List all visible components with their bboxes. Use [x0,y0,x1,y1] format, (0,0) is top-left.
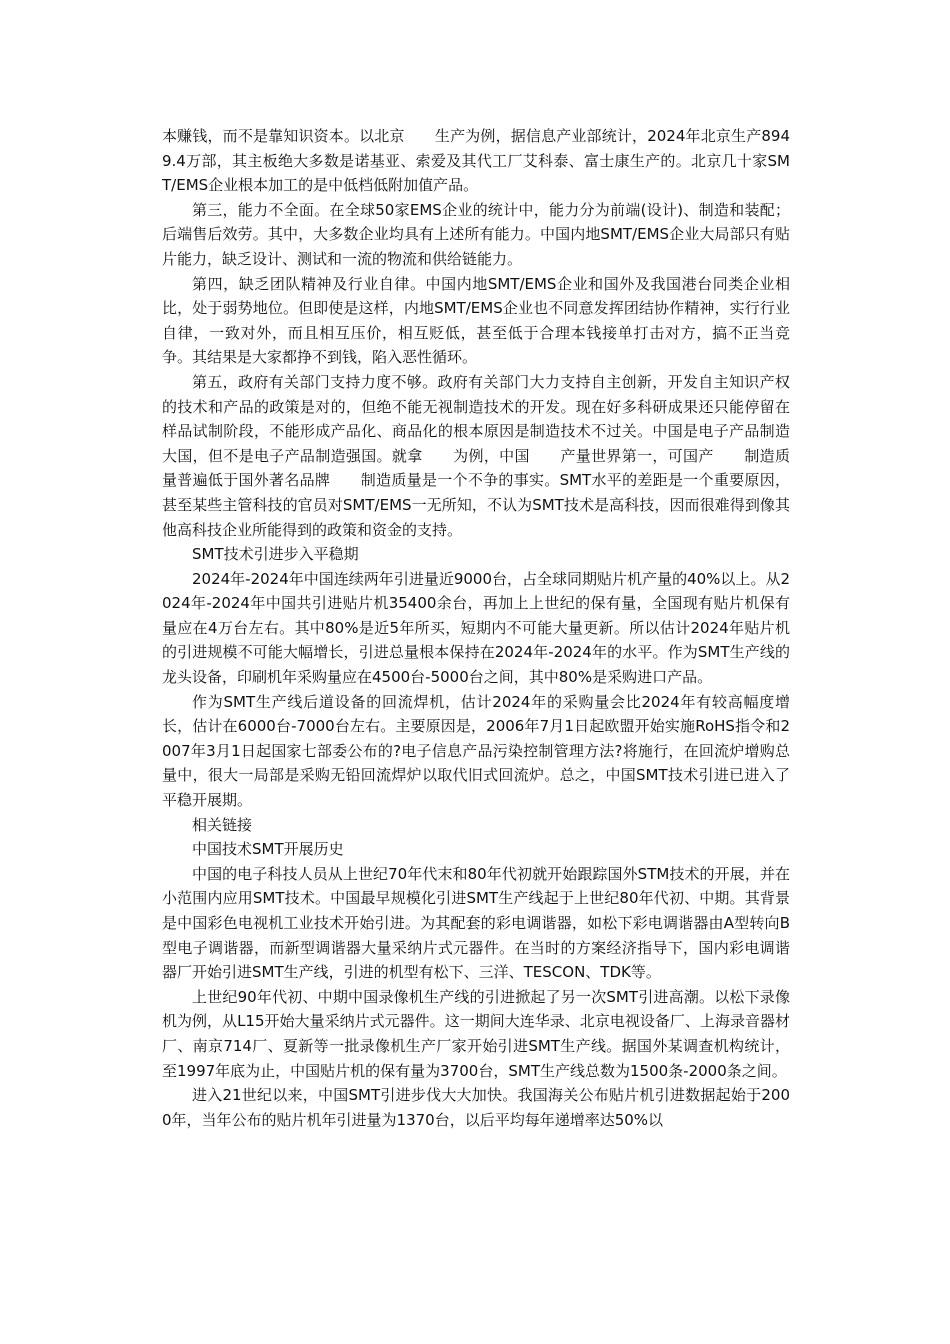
paragraph: 本赚钱，而不是靠知识资本。以北京 生产为例，据信息产业部统计，2024年北京生产8949.4万部，其主板绝大多数是诺基亚、索爱及其代工厂艾科泰、富士康生产的。北京几十家SMT/EMS企业根本加工的是中低档低附加值产品。 [162,127,790,195]
paragraph: 中国的电子科技人员从上世纪70年代末和80年代初就开始跟踪国外STM技术的开展，并在小范围内应用SMT技术。中国最早规模化引进SMT生产线起于上世纪80年代初、中期。其背景是中国彩色电视机工业技术开始引进。为其配套的彩电调谐器，如松下彩电调谐器由A型转向B型电子调谐器，而新型调谐器大量采纳片式元器件。在当时的方案经济指导下，国内彩电调谐器厂开始引进SMT生产线，引进的机型有松下、三洋、TESCON、TDK等。 [162,864,790,982]
section-heading: 相关链接 [192,815,253,834]
paragraph: 上世纪90年代初、中期中国录像机生产线的引进掀起了另一次SMT引进高潮。以松下录像机为例，从L15开始大量采纳片式元器件。这一期间大连华录、北京电视设备厂、上海录音器材厂、南京714厂、夏新等一批录像机生产厂家开始引进SMT生产线。据国外某调查机构统计，至1997年底为止，中国贴片机的保有量为3700台，SMT生产线总数为1500条-2000条之间。 [162,987,790,1080]
section-heading: 中国技术SMT开展历史 [192,840,344,859]
paragraph: 作为SMT生产线后道设备的回流焊机，估计2024年的采购量会比2024年有较高幅度增长，估计在6000台-7000台左右。主要原因是，2006年7月1日起欧盟开始实施RoHS指令和2007年3月1日起国家七部委公布的?电子信息产品污染控制管理方法?将施行，在回流炉增购总量中，很大一局部是采购无铅回流焊炉以取代旧式回流炉。总之，中国SMT技术引进已进入了平稳开展期。 [162,692,790,810]
section-heading: SMT技术引进步入平稳期 [192,545,359,564]
paragraph: 2024年-2024年中国连续两年引进量近9000台，占全球同期贴片机产量的40%以上。从2024年-2024年中国共引进贴片机35400余台，再加上上世纪的保有量，全国现有贴片机保有量应在4万台左右。其中80%是近5年所买，短期内不可能大量更新。所以估计2024年贴片机的引进规模不可能大幅增长，引进总量根本保持在2024年-2024年的水平。作为SMT生产线的龙头设备，印刷机年采购量应在4500台-5000台之间，其中80%是采购进口产品。 [162,569,790,687]
paragraph: 第四，缺乏团队精神及行业自律。中国内地SMT/EMS企业和国外及我国港台同类企业相比，处于弱势地位。但即使是这样，内地SMT/EMS企业也不同意发挥团结协作精神，实行行业自律，一致对外，而且相互压价，相互贬低，甚至低于合理本钱接单打击对方，搞不正当竞争。其结果是大家都挣不到钱，陷入恶性循环。 [162,274,790,367]
document-body [162,124,790,1132]
paragraph: 第五，政府有关部门支持力度不够。政府有关部门大力支持自主创新，开发自主知识产权的技术和产品的政策是对的，但绝不能无视制造技术的开发。现在好多科研成果还只能停留在样品试制阶段，不能形成产品化、商品化的根本原因是制造技术不过关。中国是电子产品制造大国，但不是电子产品制造强国。就拿 为例，中国 产量世界第一，可国产 制造质量普遍低于国外著名品牌 制造质量是一个不争的事实。SMT水平的差距是一个重要原因，甚至某些主管科技的官员对SMT/EMS一无所知，不认为SMT技术是高科技，因而很难得到像其他高科技企业所能得到的政策和资金的支持。 [162,372,790,539]
paragraph: 进入21世纪以来，中国SMT引进步伐大大加快。我国海关公布贴片机引进数据起始于2000年，当年公布的贴片机年引进量为1370台，以后平均每年递增率达50%以 [162,1086,790,1129]
paragraph: 第三，能力不全面。在全球50家EMS企业的统计中，能力分为前端(设计)、制造和装配；后端售后效劳。其中，大多数企业均具有上述所有能力。中国内地SMT/EMS企业大局部只有贴片能力，缺乏设计、测试和一流的物流和供给链能力。 [162,200,790,268]
